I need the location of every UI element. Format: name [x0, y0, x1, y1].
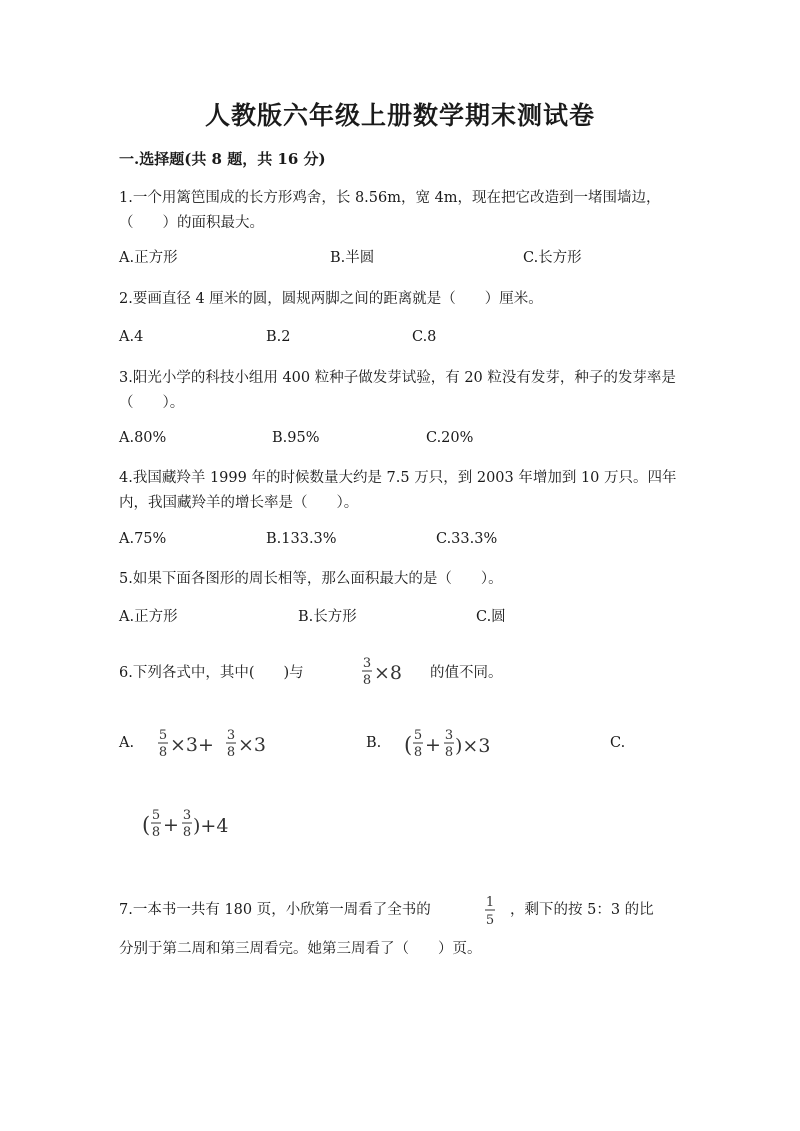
q3-option-c[interactable]	[426, 428, 473, 448]
a-op2: ×3	[238, 734, 267, 756]
q1-option-b[interactable]	[330, 248, 374, 268]
q7-fraction	[483, 893, 497, 935]
c-d1: 8	[151, 825, 161, 840]
q2-option-c-label: C.8	[412, 329, 437, 345]
q1-option-b-label: B.半圆	[330, 250, 375, 266]
question-3-text: 3.阳光小学的科技小组用 400 粒种子做发芽试验，有 20 粒没有发芽，种子的发芽率是（ ）。	[119, 370, 676, 411]
b-open: (	[404, 733, 413, 757]
question-7-text-before: 7.一本书一共有 180 页，小欣第一周看了全书的	[119, 902, 431, 918]
q6-option-c[interactable]	[610, 733, 625, 753]
q1-option-a-label: A.正方形	[119, 250, 178, 266]
q5-option-a[interactable]	[119, 607, 178, 627]
a-n2: 3	[226, 728, 236, 743]
b-n2: 3	[444, 728, 454, 743]
c-d2: 8	[182, 825, 192, 840]
question-7-text-line2: 分别于第二周和第三周看完。她第三周看了（ ）页。	[119, 941, 482, 957]
b-d2: 8	[444, 745, 454, 760]
q2-option-b-label: B.2	[266, 329, 291, 345]
q6-option-b[interactable]	[366, 733, 381, 753]
q6-option-c-expression[interactable]	[142, 806, 252, 848]
page-title: 人教版六年级上册数学期末测试卷	[204, 101, 595, 130]
a-n1: 5	[158, 728, 168, 743]
question-6-text-before: 6.下列各式中，其中( )与	[119, 665, 304, 681]
c-close: )+4	[193, 815, 229, 837]
question-4-text: 4.我国藏羚羊 1999 年的时候数量大约是 7.5 万只，到 2003 年增加到 10 万只。四年内，我国藏羚羊的增长率是（ ）。	[119, 470, 677, 511]
q5-option-b[interactable]	[298, 607, 357, 627]
c-open: (	[142, 813, 151, 837]
q3-option-b-label: B.95%	[272, 430, 320, 446]
q4-option-c[interactable]	[436, 529, 497, 549]
c-n2: 3	[182, 808, 192, 823]
q6-option-a-expression[interactable]	[158, 726, 278, 768]
q4-option-b-label: B.133.3%	[266, 531, 337, 547]
q7-denominator: 5	[485, 913, 495, 928]
q5-option-a-label: A.正方形	[119, 609, 178, 625]
q6-option-a[interactable]	[119, 733, 134, 753]
q6-option-a-label: A.	[119, 735, 135, 751]
q3-option-a-label: A.80%	[119, 430, 167, 446]
q5-option-b-label: B.长方形	[298, 609, 357, 625]
q2-option-b[interactable]	[266, 327, 291, 347]
section-heading: 一.选择题(共 8 题，共 16 分)	[119, 150, 326, 168]
q4-option-b[interactable]	[266, 529, 337, 549]
b-d1: 8	[413, 745, 423, 760]
ref-denominator: 8	[362, 673, 372, 688]
b-close: )×3	[455, 735, 491, 757]
q6-option-c-label: C.	[610, 735, 626, 751]
q6-option-b-label: B.	[366, 735, 382, 751]
ref-numerator: 3	[362, 656, 372, 671]
q4-option-a[interactable]	[119, 529, 166, 549]
a-d2: 8	[226, 745, 236, 760]
q4-option-c-label: C.33.3%	[436, 531, 498, 547]
question-6-text-after: 的值不同。	[430, 665, 503, 681]
q3-option-a[interactable]	[119, 428, 166, 448]
a-op1: ×3+	[170, 734, 214, 756]
q2-option-c[interactable]	[412, 327, 436, 347]
ref-rest: ×8	[374, 662, 403, 684]
q3-option-b[interactable]	[272, 428, 320, 448]
q6-option-b-expression[interactable]	[404, 726, 514, 768]
question-2-text: 2.要画直径 4 厘米的圆，圆规两脚之间的距离就是（ ）厘米。	[119, 291, 543, 307]
a-d1: 8	[158, 745, 168, 760]
q1-option-c-label: C.长方形	[523, 250, 582, 266]
question-5-text: 5.如果下面各图形的周长相等，那么面积最大的是（ ）。	[119, 571, 503, 587]
q2-option-a[interactable]	[119, 327, 143, 347]
q1-option-c[interactable]	[523, 248, 582, 268]
q3-option-c-label: C.20%	[426, 430, 474, 446]
q1-option-a[interactable]	[119, 248, 178, 268]
q5-option-c[interactable]	[476, 607, 506, 627]
q2-option-a-label: A.4	[119, 329, 144, 345]
b-n1: 5	[413, 728, 423, 743]
q5-option-c-label: C.圆	[476, 609, 506, 625]
q7-numerator: 1	[485, 895, 495, 910]
q6-reference-expression	[362, 654, 412, 696]
c-plus: +	[163, 814, 179, 836]
q4-option-a-label: A.75%	[119, 531, 167, 547]
question-7-text-after: ，剩下的按 5：3 的比	[510, 902, 654, 918]
c-n1: 5	[151, 808, 161, 823]
question-1-text: 1.一个用篱笆围成的长方形鸡舍，长 8.56m，宽 4m，现在把它改造到一堵围墙边，（ ）的面积最大。	[119, 190, 661, 231]
b-plus: +	[425, 734, 441, 756]
